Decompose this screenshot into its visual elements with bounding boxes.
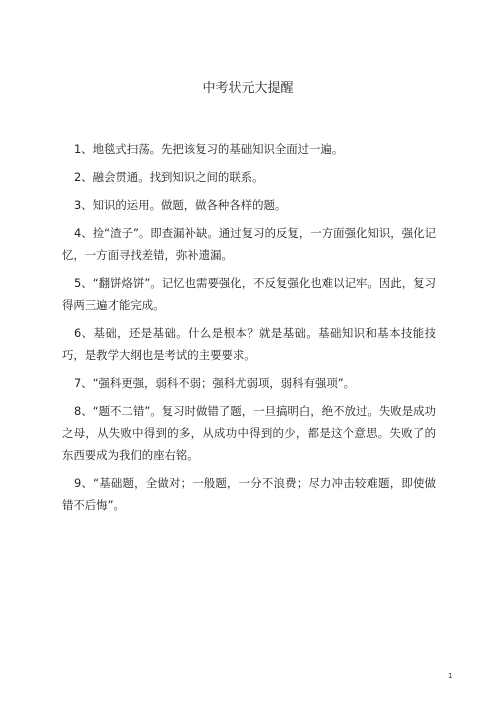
tip-item-3: 3、知识的运用。做题，做各种各样的题。 (74, 198, 287, 212)
tip-item-6: 6、基础，还是基础。什么是根本？就是基础。基础知识和基本技能技巧，是教学大纲也是考试的主要要求。 (62, 326, 436, 362)
tip-item-8: 8、“题不二错”。复习时做错了题，一旦搞明白，绝不放过。失败是成功之母，从失败中得到的多，从成功中得到的少，都是这个意思。失败了的东西要成为我们的座右铭。 (62, 404, 436, 462)
tip-item-1: 1、地毯式扫荡。先把该复习的基础知识全面过一遍。 (74, 142, 344, 156)
tip-item-2: 2、融会贯通。找到知识之间的联系。 (74, 170, 264, 184)
tip-item-4: 4、捡“渣子”。即查漏补缺。通过复习的反复，一方面强化知识，强化记忆，一方面寻找差错，弥补遗漏。 (62, 226, 436, 262)
tip-item-7: 7、“强科更强，弱科不弱；强科尤弱项，弱科有强项”。 (74, 376, 356, 390)
tip-item-9: 9、“基础题，全做对；一般题，一分不浪费；尽力冲击较难题，即使做错不后悔”。 (62, 476, 436, 512)
tips-list (62, 138, 436, 522)
page-number: 1 (448, 672, 453, 680)
tip-item-5: 5、“翻饼烙饼”。记忆也需要强化，不反复强化也难以记牢。因此，复习得两三遍才能完成。 (62, 276, 436, 312)
document-title: 中考状元大提醒 (202, 81, 294, 96)
